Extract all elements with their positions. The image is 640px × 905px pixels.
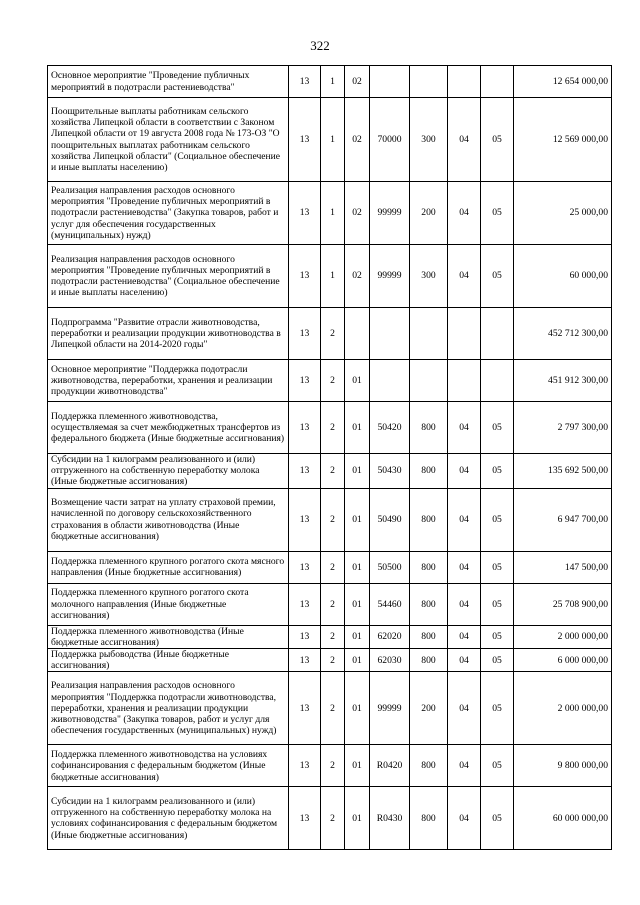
col-event: 01 [345, 649, 370, 672]
table-row [48, 98, 612, 182]
col-program: 13 [289, 308, 321, 360]
row-name: Поддержка племенного животноводства (Иные бюджетные ассигнования) [48, 625, 289, 648]
col-subprogram: 2 [321, 649, 345, 672]
col-program: 13 [289, 98, 321, 182]
col-event: 01 [345, 402, 370, 454]
row-amount: 60 000,00 [514, 245, 612, 308]
col-direction: 50500 [370, 551, 410, 583]
col-section: 04 [448, 454, 481, 489]
row-name: Поддержка племенного животноводства на условиях софинансирования с федеральным бюджетом (Иные бюджетные ассигнования) [48, 745, 289, 787]
col-subprogram: 2 [321, 360, 345, 402]
table-row [48, 245, 612, 308]
col-subprogram: 2 [321, 583, 345, 625]
col-direction [370, 66, 410, 98]
col-program: 13 [289, 649, 321, 672]
table-row [48, 787, 612, 850]
row-name: Реализация направления расходов основного мероприятия "Проведение публичных мероприятий в подотрасли растениеводства" (Закупка товаров, работ и услуг для обеспечения государственных (муниципальных) нужд) [48, 182, 289, 245]
row-name: Поддержка племенного животноводства, осуществляемая за счет межбюджетных трансфертов из федерального бюджета (Иные бюджетные ассигнования) [48, 402, 289, 454]
col-subsection [481, 66, 514, 98]
col-direction: 70000 [370, 98, 410, 182]
row-name: Поощрительные выплаты работникам сельского хозяйства Липецкой области в соответствии с Законом Липецкой области от 19 августа 2008 года № 173-ОЗ "О поощрительных выплатах работникам сельского хозяйства Липецкой области" (Социальное обеспечение и иные выплаты населению) [48, 98, 289, 182]
col-subsection: 05 [481, 551, 514, 583]
col-event: 01 [345, 672, 370, 745]
col-subprogram: 1 [321, 98, 345, 182]
col-subsection: 05 [481, 745, 514, 787]
col-program: 13 [289, 583, 321, 625]
col-subsection [481, 360, 514, 402]
table-row [48, 308, 612, 360]
col-expense-type: 200 [410, 672, 448, 745]
row-name: Субсидии на 1 килограмм реализованного и (или) отгруженного на собственную переработку молока (Иные бюджетные ассигнования) [48, 454, 289, 489]
col-program: 13 [289, 360, 321, 402]
col-section [448, 360, 481, 402]
row-name: Поддержка рыбоводства (Иные бюджетные ассигнования) [48, 649, 289, 672]
col-expense-type [410, 66, 448, 98]
col-subsection: 05 [481, 454, 514, 489]
col-subprogram: 2 [321, 308, 345, 360]
col-direction: 62030 [370, 649, 410, 672]
col-subprogram: 2 [321, 488, 345, 551]
row-name: Основное мероприятие "Поддержка подотрасли животноводства, переработки, хранения и реализации продукции животноводства" [48, 360, 289, 402]
row-amount: 12 569 000,00 [514, 98, 612, 182]
col-direction: R0420 [370, 745, 410, 787]
col-direction: 62020 [370, 625, 410, 648]
col-program: 13 [289, 454, 321, 489]
row-amount: 2 000 000,00 [514, 672, 612, 745]
col-section: 04 [448, 649, 481, 672]
col-direction [370, 308, 410, 360]
col-event: 01 [345, 625, 370, 648]
col-expense-type: 200 [410, 182, 448, 245]
col-direction: 54460 [370, 583, 410, 625]
col-program: 13 [289, 672, 321, 745]
col-program: 13 [289, 182, 321, 245]
col-program: 13 [289, 66, 321, 98]
col-direction: 99999 [370, 245, 410, 308]
row-amount: 452 712 300,00 [514, 308, 612, 360]
col-expense-type: 300 [410, 245, 448, 308]
col-direction: 99999 [370, 672, 410, 745]
col-expense-type: 800 [410, 551, 448, 583]
col-direction: 50430 [370, 454, 410, 489]
col-expense-type: 800 [410, 745, 448, 787]
table-row [48, 649, 612, 672]
col-subprogram: 2 [321, 745, 345, 787]
row-amount: 9 800 000,00 [514, 745, 612, 787]
col-expense-type: 800 [410, 454, 448, 489]
table-row [48, 745, 612, 787]
col-program: 13 [289, 551, 321, 583]
row-name: Реализация направления расходов основного мероприятия "Поддержка подотрасли животноводства, переработки, хранения и реализации продукции животноводства" (Закупка товаров, работ и услуг для обеспечения государственных (муниципальных) нужд) [48, 672, 289, 745]
col-subprogram: 2 [321, 454, 345, 489]
col-subprogram: 1 [321, 245, 345, 308]
col-subsection: 05 [481, 182, 514, 245]
col-direction: 99999 [370, 182, 410, 245]
col-program: 13 [289, 488, 321, 551]
budget-table [47, 65, 612, 850]
col-expense-type: 300 [410, 98, 448, 182]
col-event: 01 [345, 454, 370, 489]
col-section: 04 [448, 245, 481, 308]
col-section: 04 [448, 551, 481, 583]
col-event [345, 308, 370, 360]
row-amount: 25 708 900,00 [514, 583, 612, 625]
col-direction [370, 360, 410, 402]
row-amount: 60 000 000,00 [514, 787, 612, 850]
col-program: 13 [289, 245, 321, 308]
col-expense-type: 800 [410, 649, 448, 672]
col-program: 13 [289, 787, 321, 850]
table-row [48, 402, 612, 454]
col-program: 13 [289, 625, 321, 648]
row-amount: 135 692 500,00 [514, 454, 612, 489]
row-name: Реализация направления расходов основного мероприятия "Проведение публичных мероприятий в подотрасли растениеводства" (Социальное обеспечение и иные выплаты населению) [48, 245, 289, 308]
page-number: 322 [310, 38, 330, 53]
table-row [48, 672, 612, 745]
row-name: Поддержка племенного крупного рогатого скота молочного направления (Иные бюджетные ассигнования) [48, 583, 289, 625]
col-event: 01 [345, 488, 370, 551]
col-event: 02 [345, 245, 370, 308]
col-subsection: 05 [481, 649, 514, 672]
col-section: 04 [448, 583, 481, 625]
col-expense-type [410, 308, 448, 360]
row-amount: 2 797 300,00 [514, 402, 612, 454]
row-amount: 6 000 000,00 [514, 649, 612, 672]
row-name: Возмещение части затрат на уплату страховой премии, начисленной по договору сельскохозяйственного страхования в области животноводства (Иные бюджетные ассигнования) [48, 488, 289, 551]
col-expense-type: 800 [410, 488, 448, 551]
col-direction: 50420 [370, 402, 410, 454]
row-amount: 2 000 000,00 [514, 625, 612, 648]
col-subsection: 05 [481, 583, 514, 625]
table-row [48, 454, 612, 489]
col-section: 04 [448, 402, 481, 454]
col-section: 04 [448, 182, 481, 245]
table-row [48, 488, 612, 551]
col-section [448, 66, 481, 98]
col-event: 01 [345, 787, 370, 850]
col-expense-type: 800 [410, 625, 448, 648]
col-subsection: 05 [481, 488, 514, 551]
col-subprogram: 2 [321, 402, 345, 454]
col-section: 04 [448, 787, 481, 850]
col-subsection: 05 [481, 787, 514, 850]
col-direction: R0430 [370, 787, 410, 850]
col-subprogram: 1 [321, 182, 345, 245]
col-subprogram: 1 [321, 66, 345, 98]
col-expense-type: 800 [410, 402, 448, 454]
col-section: 04 [448, 672, 481, 745]
table-row [48, 182, 612, 245]
row-name: Основное мероприятие "Проведение публичных мероприятий в подотрасли растениеводства" [48, 66, 289, 98]
table-row [48, 551, 612, 583]
col-subsection: 05 [481, 625, 514, 648]
col-subprogram: 2 [321, 625, 345, 648]
row-name: Поддержка племенного крупного рогатого скота мясного направления (Иные бюджетные ассигнования) [48, 551, 289, 583]
col-section: 04 [448, 745, 481, 787]
col-subsection: 05 [481, 672, 514, 745]
col-event: 02 [345, 66, 370, 98]
col-section [448, 308, 481, 360]
table-row [48, 360, 612, 402]
col-event: 02 [345, 98, 370, 182]
col-event: 02 [345, 182, 370, 245]
row-name: Субсидии на 1 килограмм реализованного и (или) отгруженного на собственную переработку молока на условиях софинансирования с федеральным бюджетом (Иные бюджетные ассигнования) [48, 787, 289, 850]
col-subsection: 05 [481, 402, 514, 454]
table-row [48, 625, 612, 648]
col-event: 01 [345, 583, 370, 625]
col-expense-type: 800 [410, 787, 448, 850]
col-subsection: 05 [481, 245, 514, 308]
col-direction: 50490 [370, 488, 410, 551]
col-subprogram: 2 [321, 787, 345, 850]
row-amount: 6 947 700,00 [514, 488, 612, 551]
row-amount: 451 912 300,00 [514, 360, 612, 402]
col-event: 01 [345, 360, 370, 402]
row-amount: 12 654 000,00 [514, 66, 612, 98]
row-amount: 147 500,00 [514, 551, 612, 583]
col-subsection [481, 308, 514, 360]
table-row [48, 66, 612, 98]
col-subprogram: 2 [321, 551, 345, 583]
col-subprogram: 2 [321, 672, 345, 745]
col-subsection: 05 [481, 98, 514, 182]
col-event: 01 [345, 551, 370, 583]
col-section: 04 [448, 625, 481, 648]
col-section: 04 [448, 98, 481, 182]
table-row [48, 583, 612, 625]
col-program: 13 [289, 745, 321, 787]
row-name: Подпрограмма "Развитие отрасли животноводства, переработки и реализации продукции животноводства в Липецкой области на 2014-2020 годы" [48, 308, 289, 360]
col-expense-type [410, 360, 448, 402]
col-program: 13 [289, 402, 321, 454]
col-section: 04 [448, 488, 481, 551]
col-expense-type: 800 [410, 583, 448, 625]
col-event: 01 [345, 745, 370, 787]
row-amount: 25 000,00 [514, 182, 612, 245]
